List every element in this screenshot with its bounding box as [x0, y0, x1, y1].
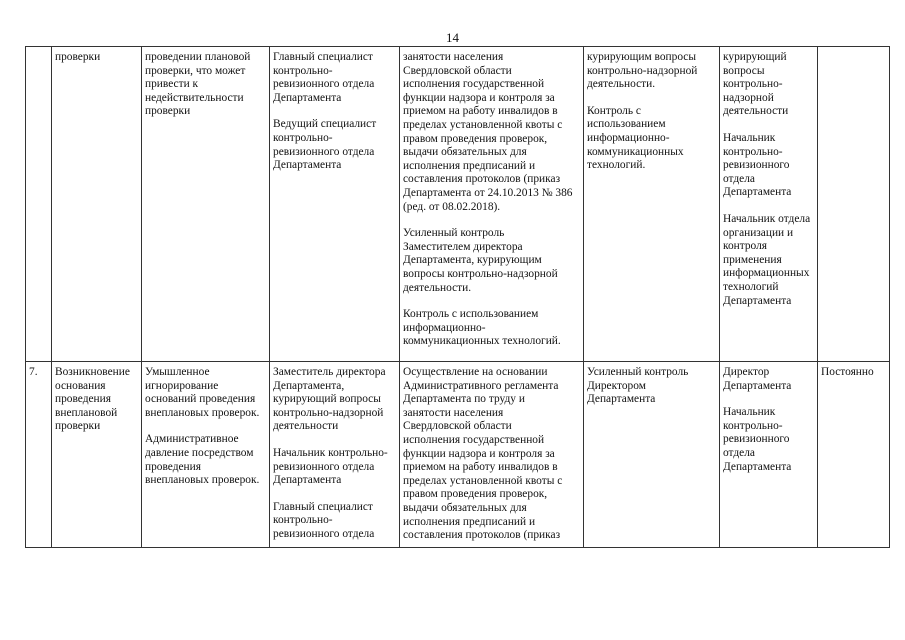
responsible-cell	[270, 362, 400, 548]
risk-description-cell	[142, 362, 270, 548]
row-number-cell	[26, 47, 52, 362]
cell-paragraph: Умышленное игнорирование оснований проведения внеплановых проверок.	[145, 366, 260, 419]
cell-paragraph: Начальник контрольно- ревизионного отдела Департамента	[723, 131, 792, 199]
cell-paragraph: Главный специалист контрольно- ревизионного отдела Департамента	[273, 51, 375, 104]
control-cell	[584, 362, 720, 548]
cell-paragraph: Начальник отдела организации и контроля применения информационных технологий Департамента	[723, 212, 811, 307]
cell-paragraph: проверки	[55, 51, 101, 63]
measures-cell	[400, 47, 584, 362]
cell-paragraph: Начальник контрольно- ревизионного отдела Департамента	[723, 406, 792, 473]
controller-cell	[720, 362, 818, 548]
table-row	[26, 47, 890, 362]
cell-paragraph: Ведущий специалист контрольно- ревизионного отдела Департамента	[273, 118, 377, 172]
risk-point-cell	[52, 362, 142, 548]
measures-table	[25, 46, 890, 548]
cell-paragraph: курирующим вопросы контрольно-надзорной деятельности.	[587, 51, 698, 91]
cell-paragraph: Усиленный контроль Директором Департамента	[587, 366, 689, 406]
controller-cell	[720, 47, 818, 362]
cell-paragraph: Усиленный контроль Заместителем директора Департамента, курирующим вопросы контрольно-надзорной деятельности.	[403, 227, 558, 294]
cell-paragraph: курирующий вопросы контрольно- надзорной деятельности	[723, 51, 789, 118]
table-row	[26, 362, 890, 548]
risk-description-cell	[142, 47, 270, 362]
page-number: 14	[446, 30, 459, 45]
row-number-cell	[26, 362, 52, 548]
cell-paragraph: Возникновение основания проведения внеплановой проверки	[55, 366, 130, 433]
cell-paragraph: Директор Департамента	[723, 366, 792, 392]
cell-paragraph: Постоянно	[821, 366, 874, 378]
cell-paragraph: Административное давление посредством проведения внеплановых проверок.	[145, 433, 260, 487]
control-cell	[584, 47, 720, 362]
cell-paragraph: Главный специалист контрольно- ревизионного отдела	[273, 500, 375, 540]
risk-point-cell	[52, 47, 142, 362]
period-cell	[818, 362, 890, 548]
cell-paragraph: Осуществление на основании Административного регламента Департамента по труду и занятости населения Свердловской области исполнения государственной функции надзора и контроля за приемом на работу инвалидов в пределах установленной квоты с правом проведения проверок, выдачи обязательных для исполнения предписаний и составления протоколов (приказ	[403, 366, 563, 542]
cell-paragraph: занятости населения Свердловской области исполнения государственной функции надзора и контроля за приемом на работу инвалидов в пределах установленной квоты с правом проведения проверок, выдачи обязательных для исполнения предписаний и составления протоколов (приказ Департамента от 24.10.2013 № 386 (ред. от 08.02.2018).	[403, 51, 573, 213]
cell-paragraph: Контроль с использованием информационно- коммуникационных технологий.	[403, 308, 561, 348]
cell-paragraph: проведении плановой проверки, что может привести к недействительности проверки	[145, 51, 251, 118]
cell-paragraph: Начальник контрольно- ревизионного отдела Департамента	[273, 446, 388, 487]
measures-cell	[400, 362, 584, 548]
responsible-cell	[270, 47, 400, 362]
cell-paragraph: Контроль с использованием информационно- коммуникационных технологий.	[587, 104, 684, 172]
row-number: 7.	[29, 366, 38, 378]
period-cell	[818, 47, 890, 362]
cell-paragraph: Заместитель директора Департамента, курирующий вопросы контрольно-надзорной деятельности	[273, 366, 386, 433]
